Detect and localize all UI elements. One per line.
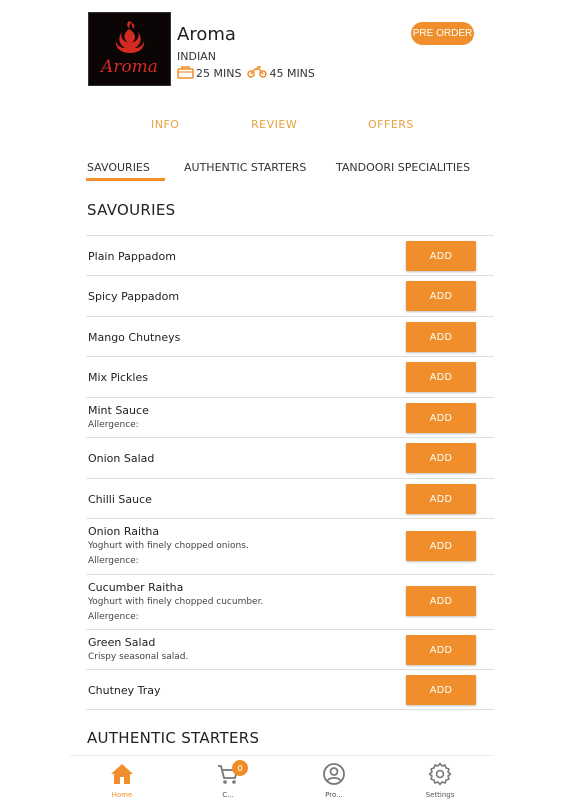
nav-settings[interactable]	[400, 760, 480, 800]
menu-list	[86, 235, 494, 710]
nav-label: Pro...	[325, 791, 343, 799]
delivery-time: 45 MINS	[269, 67, 315, 80]
item-name: Chilli Sauce	[88, 493, 152, 506]
nav-profile[interactable]	[294, 760, 374, 800]
cart-badge: 0	[232, 760, 248, 776]
add-button[interactable]: ADD	[406, 531, 476, 561]
add-button[interactable]: ADD	[406, 241, 476, 271]
section-title-savouries: SAVOURIES	[87, 201, 176, 219]
active-tab-indicator	[86, 178, 165, 181]
nav-label: Home	[111, 791, 133, 799]
tab-offers[interactable]: OFFERS	[368, 118, 414, 131]
home-icon	[109, 762, 135, 790]
item-description: Crispy seasonal salad.	[88, 652, 189, 662]
tab-info[interactable]: INFO	[151, 118, 180, 131]
item-name: Mint Sauce	[88, 404, 149, 417]
nav-label: C...	[222, 791, 234, 799]
add-button[interactable]: ADD	[406, 443, 476, 473]
item-allergence: Allergence:	[88, 612, 139, 622]
settings-icon	[428, 762, 452, 790]
add-button[interactable]: ADD	[406, 281, 476, 311]
item-allergence: Allergence:	[88, 420, 139, 430]
menu-item	[86, 356, 494, 397]
restaurant-logo	[88, 12, 171, 86]
restaurant-header	[88, 12, 478, 88]
category-tab-tandoori-specialities[interactable]: TANDOORI SPECIALITIES	[336, 161, 471, 174]
category-tab-savouries[interactable]: SAVOURIES	[87, 161, 150, 174]
add-button[interactable]: ADD	[406, 586, 476, 616]
item-name: Green Salad	[88, 636, 156, 649]
category-tabs	[0, 158, 562, 182]
category-tab-authentic-starters[interactable]: AUTHENTIC STARTERS	[184, 161, 307, 174]
menu-item	[86, 629, 494, 669]
menu-item	[86, 275, 494, 316]
bottom-nav-divider	[70, 755, 494, 756]
menu-item	[86, 669, 494, 710]
section-title-authentic-starters: AUTHENTIC STARTERS	[87, 729, 260, 747]
add-button[interactable]: ADD	[406, 675, 476, 705]
menu-item	[86, 397, 494, 437]
item-name: Onion Raitha	[88, 525, 160, 538]
item-name: Spicy Pappadom	[88, 290, 180, 303]
item-description: Yoghurt with finely chopped onions.	[88, 541, 249, 551]
add-button[interactable]: ADD	[406, 403, 476, 433]
item-name: Chutney Tray	[88, 684, 161, 697]
menu-item	[86, 437, 494, 478]
item-description: Yoghurt with finely chopped cucumber.	[88, 597, 264, 607]
pre-order-button[interactable]: PRE ORDER	[411, 22, 474, 45]
add-button[interactable]: ADD	[406, 322, 476, 352]
collection-time: 25 MINS	[196, 67, 242, 80]
add-button[interactable]: ADD	[406, 362, 476, 392]
item-allergence: Allergence:	[88, 556, 139, 566]
logo-wordmark: Aroma	[101, 57, 158, 77]
cuisine-label: INDIAN	[177, 50, 216, 63]
menu-item	[86, 574, 494, 629]
menu-item	[86, 235, 494, 275]
profile-icon	[322, 762, 346, 790]
item-name: Cucumber Raitha	[88, 581, 184, 594]
nav-cart[interactable]	[188, 760, 268, 800]
motorbike-icon	[247, 66, 267, 81]
info-tabs	[0, 118, 562, 134]
bottom-nav	[70, 760, 494, 800]
add-button[interactable]: ADD	[406, 484, 476, 514]
tab-review[interactable]: REVIEW	[251, 118, 298, 131]
menu-item	[86, 478, 494, 518]
delivery-times	[177, 65, 315, 82]
restaurant-name: Aroma	[177, 24, 236, 45]
item-name: Onion Salad	[88, 452, 155, 465]
nav-home[interactable]	[82, 760, 162, 800]
shopping-bag-icon	[177, 65, 194, 82]
menu-item	[86, 316, 494, 356]
item-name: Mango Chutneys	[88, 331, 181, 344]
item-name: Mix Pickles	[88, 371, 148, 384]
nav-label: Settings	[425, 791, 455, 799]
add-button[interactable]: ADD	[406, 635, 476, 665]
menu-item	[86, 518, 494, 574]
item-name: Plain Pappadom	[88, 250, 176, 263]
